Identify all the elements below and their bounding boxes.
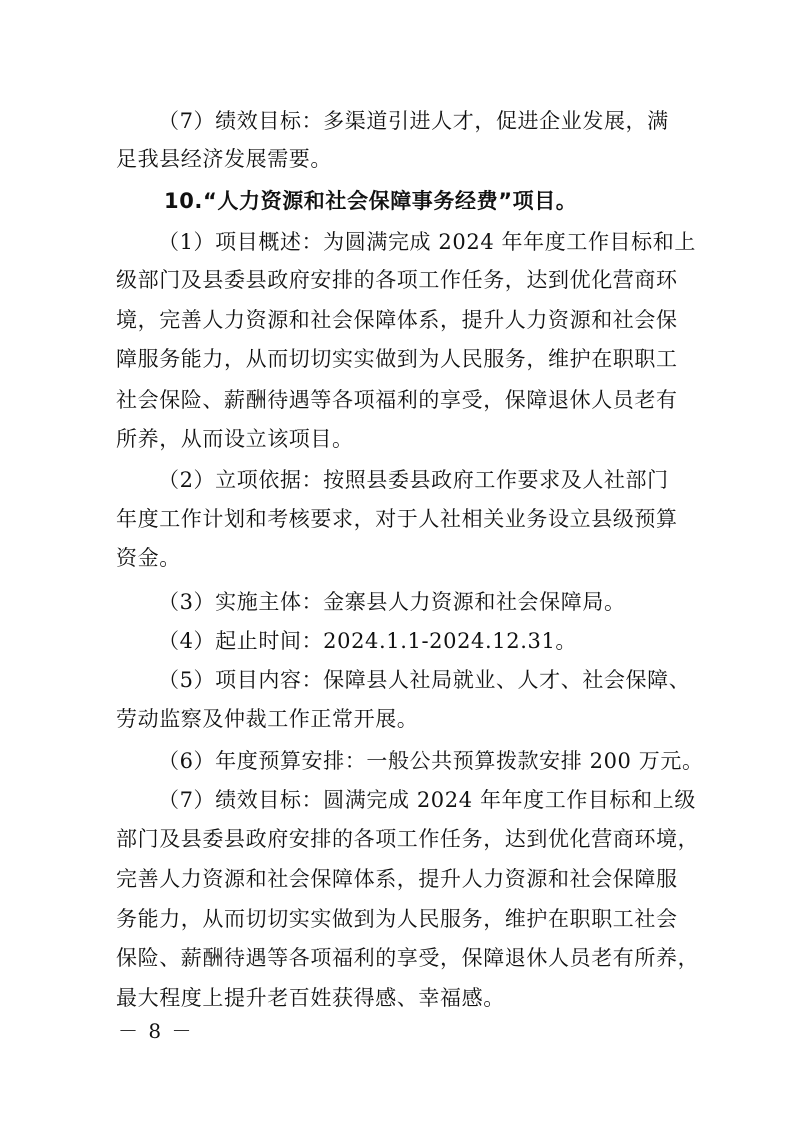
paragraph-line: 足我县经济发展需要。 [116, 147, 332, 171]
paragraph-line: （3）实施主体：金寨县人力资源和社会保障局。 [158, 590, 626, 614]
paragraph-line: 劳动监察及仲裁工作正常开展。 [116, 707, 419, 731]
paragraph-line: 部门及县委县政府安排的各项工作任务，达到优化营商环境， [116, 827, 700, 851]
paragraph-line: 障服务能力，从而切切实实做到为人民服务，维护在职职工 [116, 347, 678, 371]
paragraph-line: （5）项目内容：保障县人社局就业、人才、社会保障、 [158, 668, 691, 692]
paragraph-line: （7）绩效目标：多渠道引进人才，促进企业发展，满 [158, 109, 669, 133]
paragraph-line: 最大程度上提升老百姓获得感、幸福感。 [116, 986, 505, 1010]
paragraph-line: 社会保险、薪酬待遇等各项福利的享受，保障退休人员老有 [116, 388, 678, 412]
paragraph-line: 务能力，从而切切实实做到为人民服务，维护在职职工社会 [116, 907, 678, 931]
paragraph-line: 级部门及县委县政府安排的各项工作任务，达到优化营商环 [116, 268, 678, 292]
paragraph-line: 保险、薪酬待遇等各项福利的享受，保障退休人员老有所养， [116, 946, 700, 970]
paragraph-line: （2）立项依据：按照县委县政府工作要求及人社部门 [158, 468, 669, 492]
paragraph-line: （1）项目概述：为圆满完成 2024 年年度工作目标和上 [158, 230, 696, 254]
paragraph-line: 境，完善人力资源和社会保障体系，提升人力资源和社会保 [116, 308, 678, 332]
paragraph-line: 完善人力资源和社会保障体系，提升人力资源和社会保障服 [116, 867, 678, 891]
paragraph-line: （7）绩效目标：圆满完成 2024 年年度工作目标和上级 [158, 788, 696, 812]
paragraph-line: 所养，从而设立该项目。 [116, 427, 354, 451]
paragraph-line: 资金。 [116, 546, 181, 570]
page-number: － 8 － [118, 1019, 194, 1043]
paragraph-line: （4）起止时间：2024.1.1-2024.12.31。 [158, 629, 578, 653]
paragraph-line: （6）年度预算安排：一般公共预算拨款安排 200 万元。 [158, 749, 704, 773]
paragraph-line: 年度工作计划和考核要求，对于人社相关业务设立县级预算 [116, 507, 678, 531]
section-heading: 10.“人力资源和社会保障事务经费”项目。 [164, 189, 578, 213]
